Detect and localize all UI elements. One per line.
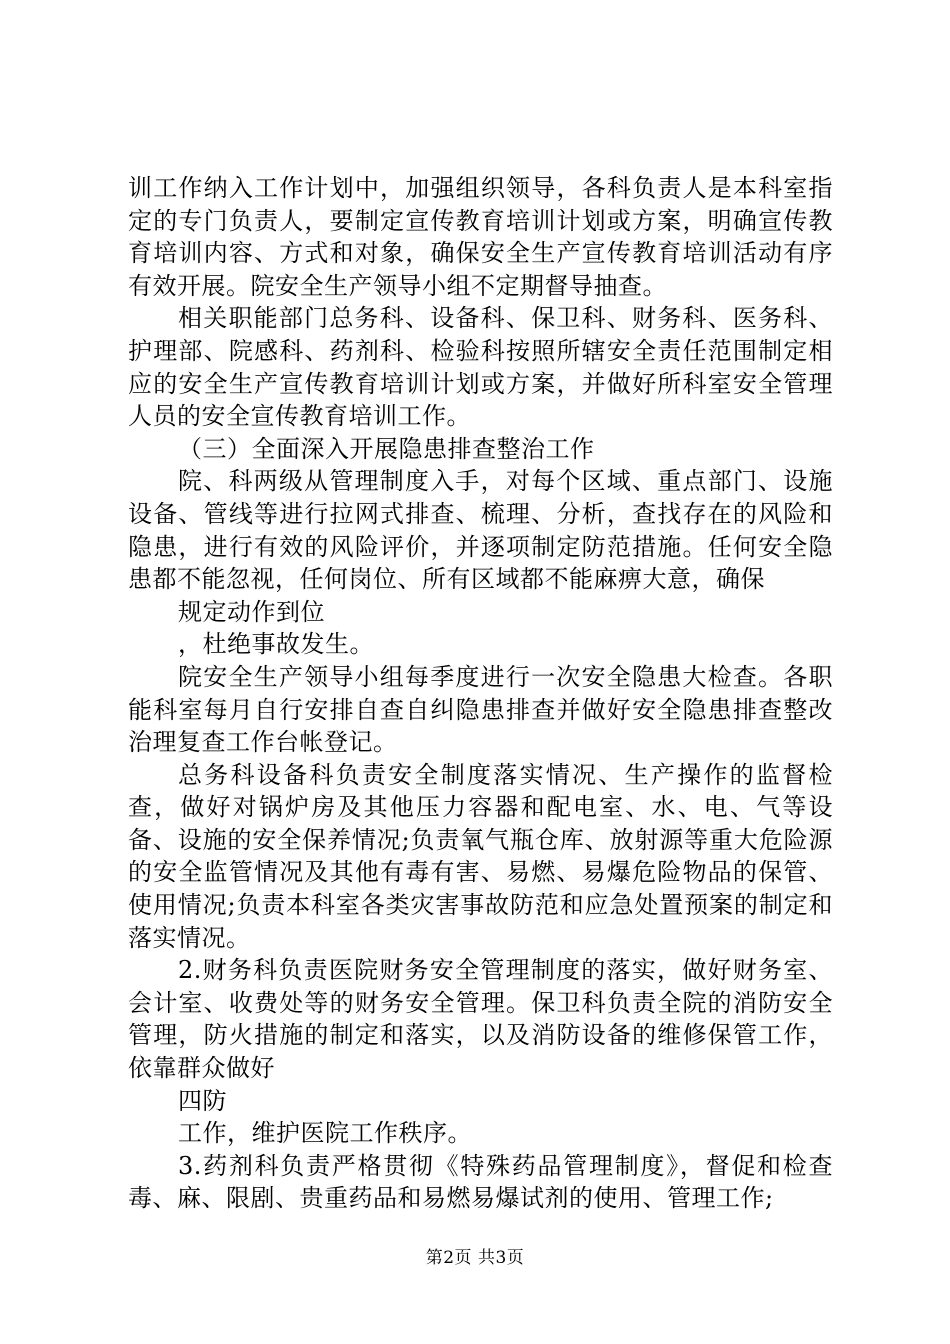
section-heading-3: （三）全面深入开展隐患排查整治工作 bbox=[178, 434, 595, 463]
paragraph-8: 2.财务科负责医院财务安全管理制度的落实，做好财务室、会计室、收费处等的财务安全管理。保卫科负责全院的消防安全管理，防火措施的制定和落实，以及消防设备的维修保管工作，依靠群众做好 bbox=[128, 956, 833, 1083]
paragraph-5: ，杜绝事故发生。 bbox=[178, 630, 374, 659]
paragraph-9: 四防 bbox=[178, 1086, 227, 1115]
paragraph-3: 院、科两级从管理制度入手，对每个区域、重点部门、设施设备、管线等进行拉网式排查、梳理、分析，查找存在的风险和隐患，进行有效的风险评价，并逐项制定防范措施。任何安全隐患都不能忽视，任何岗位、所有区域都不能麻痹大意，确保 bbox=[128, 467, 833, 594]
body-text bbox=[128, 172, 833, 1215]
paragraph-10: 工作，维护医院工作秩序。 bbox=[178, 1119, 472, 1148]
paragraph-4: 规定动作到位 bbox=[178, 597, 325, 626]
page-footer: 第2页 共3页 bbox=[425, 1248, 525, 1268]
paragraph-6: 院安全生产领导小组每季度进行一次安全隐患大检查。各职能科室每月自行安排自查自纠隐患排查并做好安全隐患排查整改治理复查工作台帐登记。 bbox=[128, 662, 833, 757]
paragraph-11: 3.药剂科负责严格贯彻《特殊药品管理制度》，督促和检查毒、麻、限剧、贵重药品和易燃易爆试剂的使用、管理工作; bbox=[128, 1151, 833, 1213]
paragraph-2: 相关职能部门总务科、设备科、保卫科、财务科、医务科、护理部、院感科、药剂科、检验科按照所辖安全责任范围制定相应的安全生产宣传教育培训计划或方案，并做好所科室安全管理人员的安全宣传教育培训工作。 bbox=[128, 304, 833, 431]
paragraph-1: 训工作纳入工作计划中，加强组织领导，各科负责人是本科室指定的专门负责人，要制定宣传教育培训计划或方案，明确宣传教育培训内容、方式和对象，确保安全生产宣传教育培训活动有序有效开展。院安全生产领导小组不定期督导抽查。 bbox=[128, 174, 833, 300]
paragraph-7: 总务科设备科负责安全制度落实情况、生产操作的监督检查，做好对锅炉房及其他压力容器和配电室、水、电、气等设备、设施的安全保养情况;负责氧气瓶仓库、放射源等重大危险源的安全监管情况及其他有毒有害、易燃、易爆危险物品的保管、使用情况;负责本科室各类灾害事故防范和应急处置预案的制定和落实情况。 bbox=[128, 760, 833, 952]
